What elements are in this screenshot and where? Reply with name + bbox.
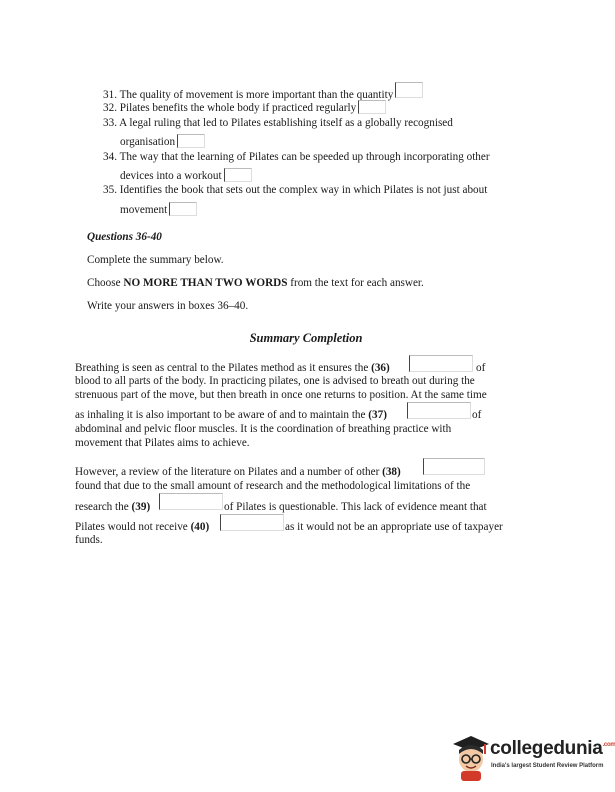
summary-line: research the (39) [75, 501, 151, 513]
instruction-choose: Choose NO MORE THAN TWO WORDS from the text for each answer. [87, 277, 424, 289]
question-34-cont [120, 168, 252, 183]
collegedunia-logo [449, 732, 615, 782]
summary-line: found that due to the small amount of research and the methodological limitations of the [75, 480, 471, 492]
question-33 [103, 116, 453, 130]
answer-box-32[interactable] [358, 100, 386, 114]
answer-box-40[interactable] [220, 514, 284, 531]
question-text: Identifies the book that sets out the complex way in which Pilates is not just about [119, 184, 488, 196]
gap-label-40: (40) [190, 521, 210, 533]
answer-box-37[interactable] [407, 402, 471, 419]
summary-line: funds. [75, 534, 103, 546]
question-number: 33. [103, 117, 117, 129]
question-35-cont [120, 202, 197, 217]
summary-line: However, a review of the literature on Pilates and a number of other (38) [75, 466, 401, 478]
question-number: 32. [103, 102, 117, 114]
summary-line: Breathing is seen as central to the Pilates method as it ensures the (36) [75, 362, 390, 374]
summary-line: abdominal and pelvic floor muscles. It is the coordination of breathing practice with [75, 423, 452, 435]
mascot-icon [449, 732, 491, 782]
question-31 [103, 82, 423, 102]
instruction-write: Write your answers in boxes 36–40. [87, 300, 249, 312]
answer-box-31[interactable] [395, 82, 423, 98]
gap-label-39: (39) [131, 501, 151, 513]
summary-title: Summary Completion [249, 331, 363, 345]
summary-line: strenuous part of the move, but then breath in once one returns to position. At the same time [75, 389, 487, 401]
question-text: The quality of movement is more important than the quantity [119, 89, 394, 101]
summary-text: as it would not be an appropriate use of taxpayer [285, 521, 503, 533]
summary-line: Pilates would not receive (40) [75, 521, 210, 533]
summary-text: of [472, 409, 482, 421]
instruction-complete: Complete the summary below. [87, 254, 224, 266]
summary-line: blood to all parts of the body. In practicing pilates, one is advised to breath out during the [75, 375, 475, 387]
gap-label-36: (36) [371, 362, 390, 374]
answer-box-34[interactable] [224, 168, 252, 182]
answer-box-35[interactable] [169, 202, 197, 216]
gap-label-37: (37) [368, 409, 387, 421]
gap-label-38: (38) [382, 466, 401, 478]
summary-text: of Pilates is questionable. This lack of evidence meant that [224, 501, 487, 513]
question-text: Pilates benefits the whole body if practiced regularly [119, 102, 357, 114]
summary-line: movement that Pilates aims to achieve. [75, 437, 250, 449]
question-text-cont: organisation [120, 136, 176, 148]
question-number: 31. [103, 89, 117, 101]
question-number: 34. [103, 151, 117, 163]
question-32 [103, 100, 386, 115]
logo-tagline: India's largest Student Review Platform [491, 763, 604, 769]
answer-box-39[interactable] [159, 493, 223, 510]
answer-box-38[interactable] [423, 458, 485, 475]
question-33-cont [120, 134, 205, 149]
question-text: A legal ruling that led to Pilates establishing itself as a globally recognised [119, 117, 453, 129]
question-text-cont: movement [120, 204, 168, 216]
question-35 [103, 183, 487, 197]
summary-line: as inhaling it is also important to be aware of and to maintain the (37) [75, 409, 387, 421]
logo-wordmark: collegedunia$^{.com}$ [490, 738, 615, 759]
summary-text: of [476, 362, 486, 374]
question-34 [103, 150, 490, 164]
question-text-cont: devices into a workout [120, 170, 222, 182]
answer-box-33[interactable] [177, 134, 205, 148]
question-text: The way that the learning of Pilates can be speeded up through incorporating other [119, 151, 490, 163]
answer-box-36[interactable] [409, 355, 473, 372]
question-number: 35. [103, 184, 117, 196]
section-heading: Questions 36-40 [87, 231, 162, 243]
